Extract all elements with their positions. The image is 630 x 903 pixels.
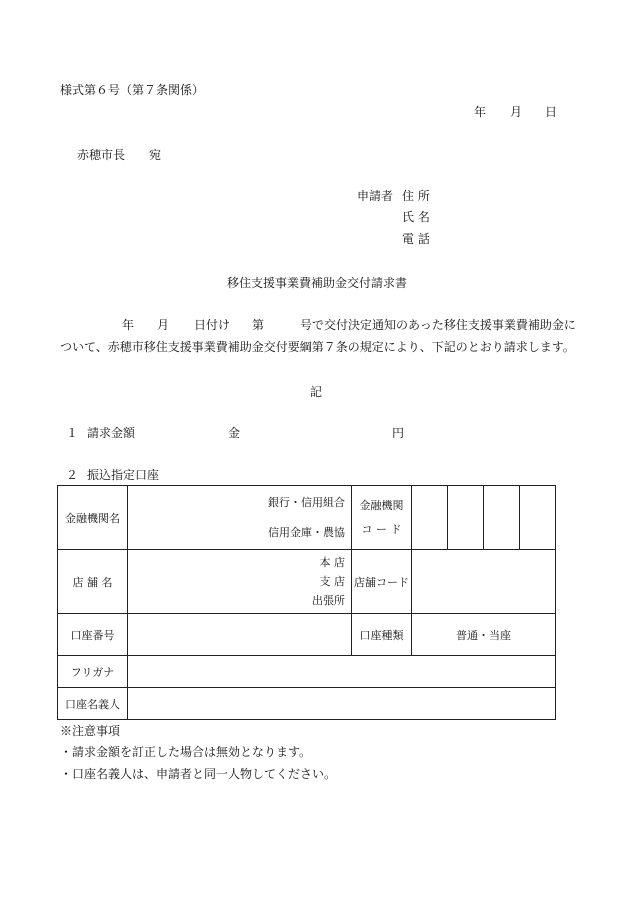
furigana-label: フリガナ: [58, 656, 128, 688]
bank-code-digit[interactable]: [448, 486, 484, 550]
note-item: ・口座名義人は、申請者と同一人物してください。: [60, 767, 337, 781]
item2-label: 振込指定口座: [87, 468, 160, 482]
furigana-field[interactable]: [128, 656, 556, 688]
item1-number: １: [66, 426, 79, 440]
bank-name-label: 金融機関名: [58, 486, 128, 550]
item1-yen: 円: [392, 426, 405, 440]
branch-type-office: 出張所: [312, 594, 345, 607]
branch-code-field[interactable]: [412, 550, 556, 614]
addressee: 赤穂市長 宛: [77, 148, 162, 162]
body-dai: 第: [252, 318, 265, 332]
notes-heading: ※注意事項: [60, 724, 121, 738]
branch-type-sub: 支 店: [319, 575, 345, 588]
date-year: 年: [474, 105, 487, 119]
bank-code-digit[interactable]: [412, 486, 448, 550]
bank-code-digit[interactable]: [484, 486, 520, 550]
bank-code-label-line2: コ ー ド: [361, 522, 402, 536]
account-number-label: 口座番号: [58, 614, 128, 656]
applicant-phone-label: 電 話: [402, 232, 430, 246]
item1-kin: 金: [228, 426, 241, 440]
applicant-label: 申請者: [357, 189, 394, 203]
bank-types-line1: 銀行・信用組合: [268, 495, 345, 509]
form-number: 様式第６号（第７条関係）: [60, 83, 205, 97]
body-line2: ついて、赤穂市移住支援事業費補助金交付要綱第７条の規定により、下記のとおり請求します。: [60, 340, 575, 354]
applicant-address-label: 住 所: [402, 189, 430, 203]
account-type-label: 口座種類: [352, 614, 412, 656]
branch-field[interactable]: [128, 550, 352, 614]
bank-code-label: [352, 486, 412, 550]
date-day: 日: [545, 105, 558, 119]
bank-account-table: [57, 485, 556, 720]
item2-number: ２: [66, 468, 79, 482]
bank-code-digit[interactable]: [520, 486, 556, 550]
body-month: 月: [157, 318, 170, 332]
bank-types-line2: 信用金庫・農協: [268, 525, 345, 539]
branch-type-main: 本 店: [319, 556, 345, 569]
bank-name-field[interactable]: [128, 486, 352, 550]
date-month: 月: [510, 105, 523, 119]
branch-code-label: 店舗コード: [352, 550, 412, 614]
document-title: 移住支援事業費補助金交付請求書: [227, 276, 408, 290]
account-number-field[interactable]: [128, 614, 352, 656]
body-year: 年: [122, 318, 135, 332]
note-item: ・請求金額を訂正した場合は無効となります。: [60, 745, 312, 759]
body-line1-rest: 号で交付決定通知のあった移住支援事業費補助金に: [300, 318, 576, 332]
body-date-suffix: 日付け: [194, 318, 231, 332]
applicant-name-label: 氏 名: [402, 210, 430, 224]
account-type-field[interactable]: 普通・当座: [412, 614, 556, 656]
account-holder-field[interactable]: [128, 688, 556, 720]
branch-label: 店 舗 名: [58, 550, 128, 614]
ki-heading: 記: [310, 385, 323, 399]
bank-code-label-line1: 金融機関: [359, 498, 404, 512]
account-holder-label: 口座名義人: [58, 688, 128, 720]
item1-label: 請求金額: [87, 426, 136, 440]
